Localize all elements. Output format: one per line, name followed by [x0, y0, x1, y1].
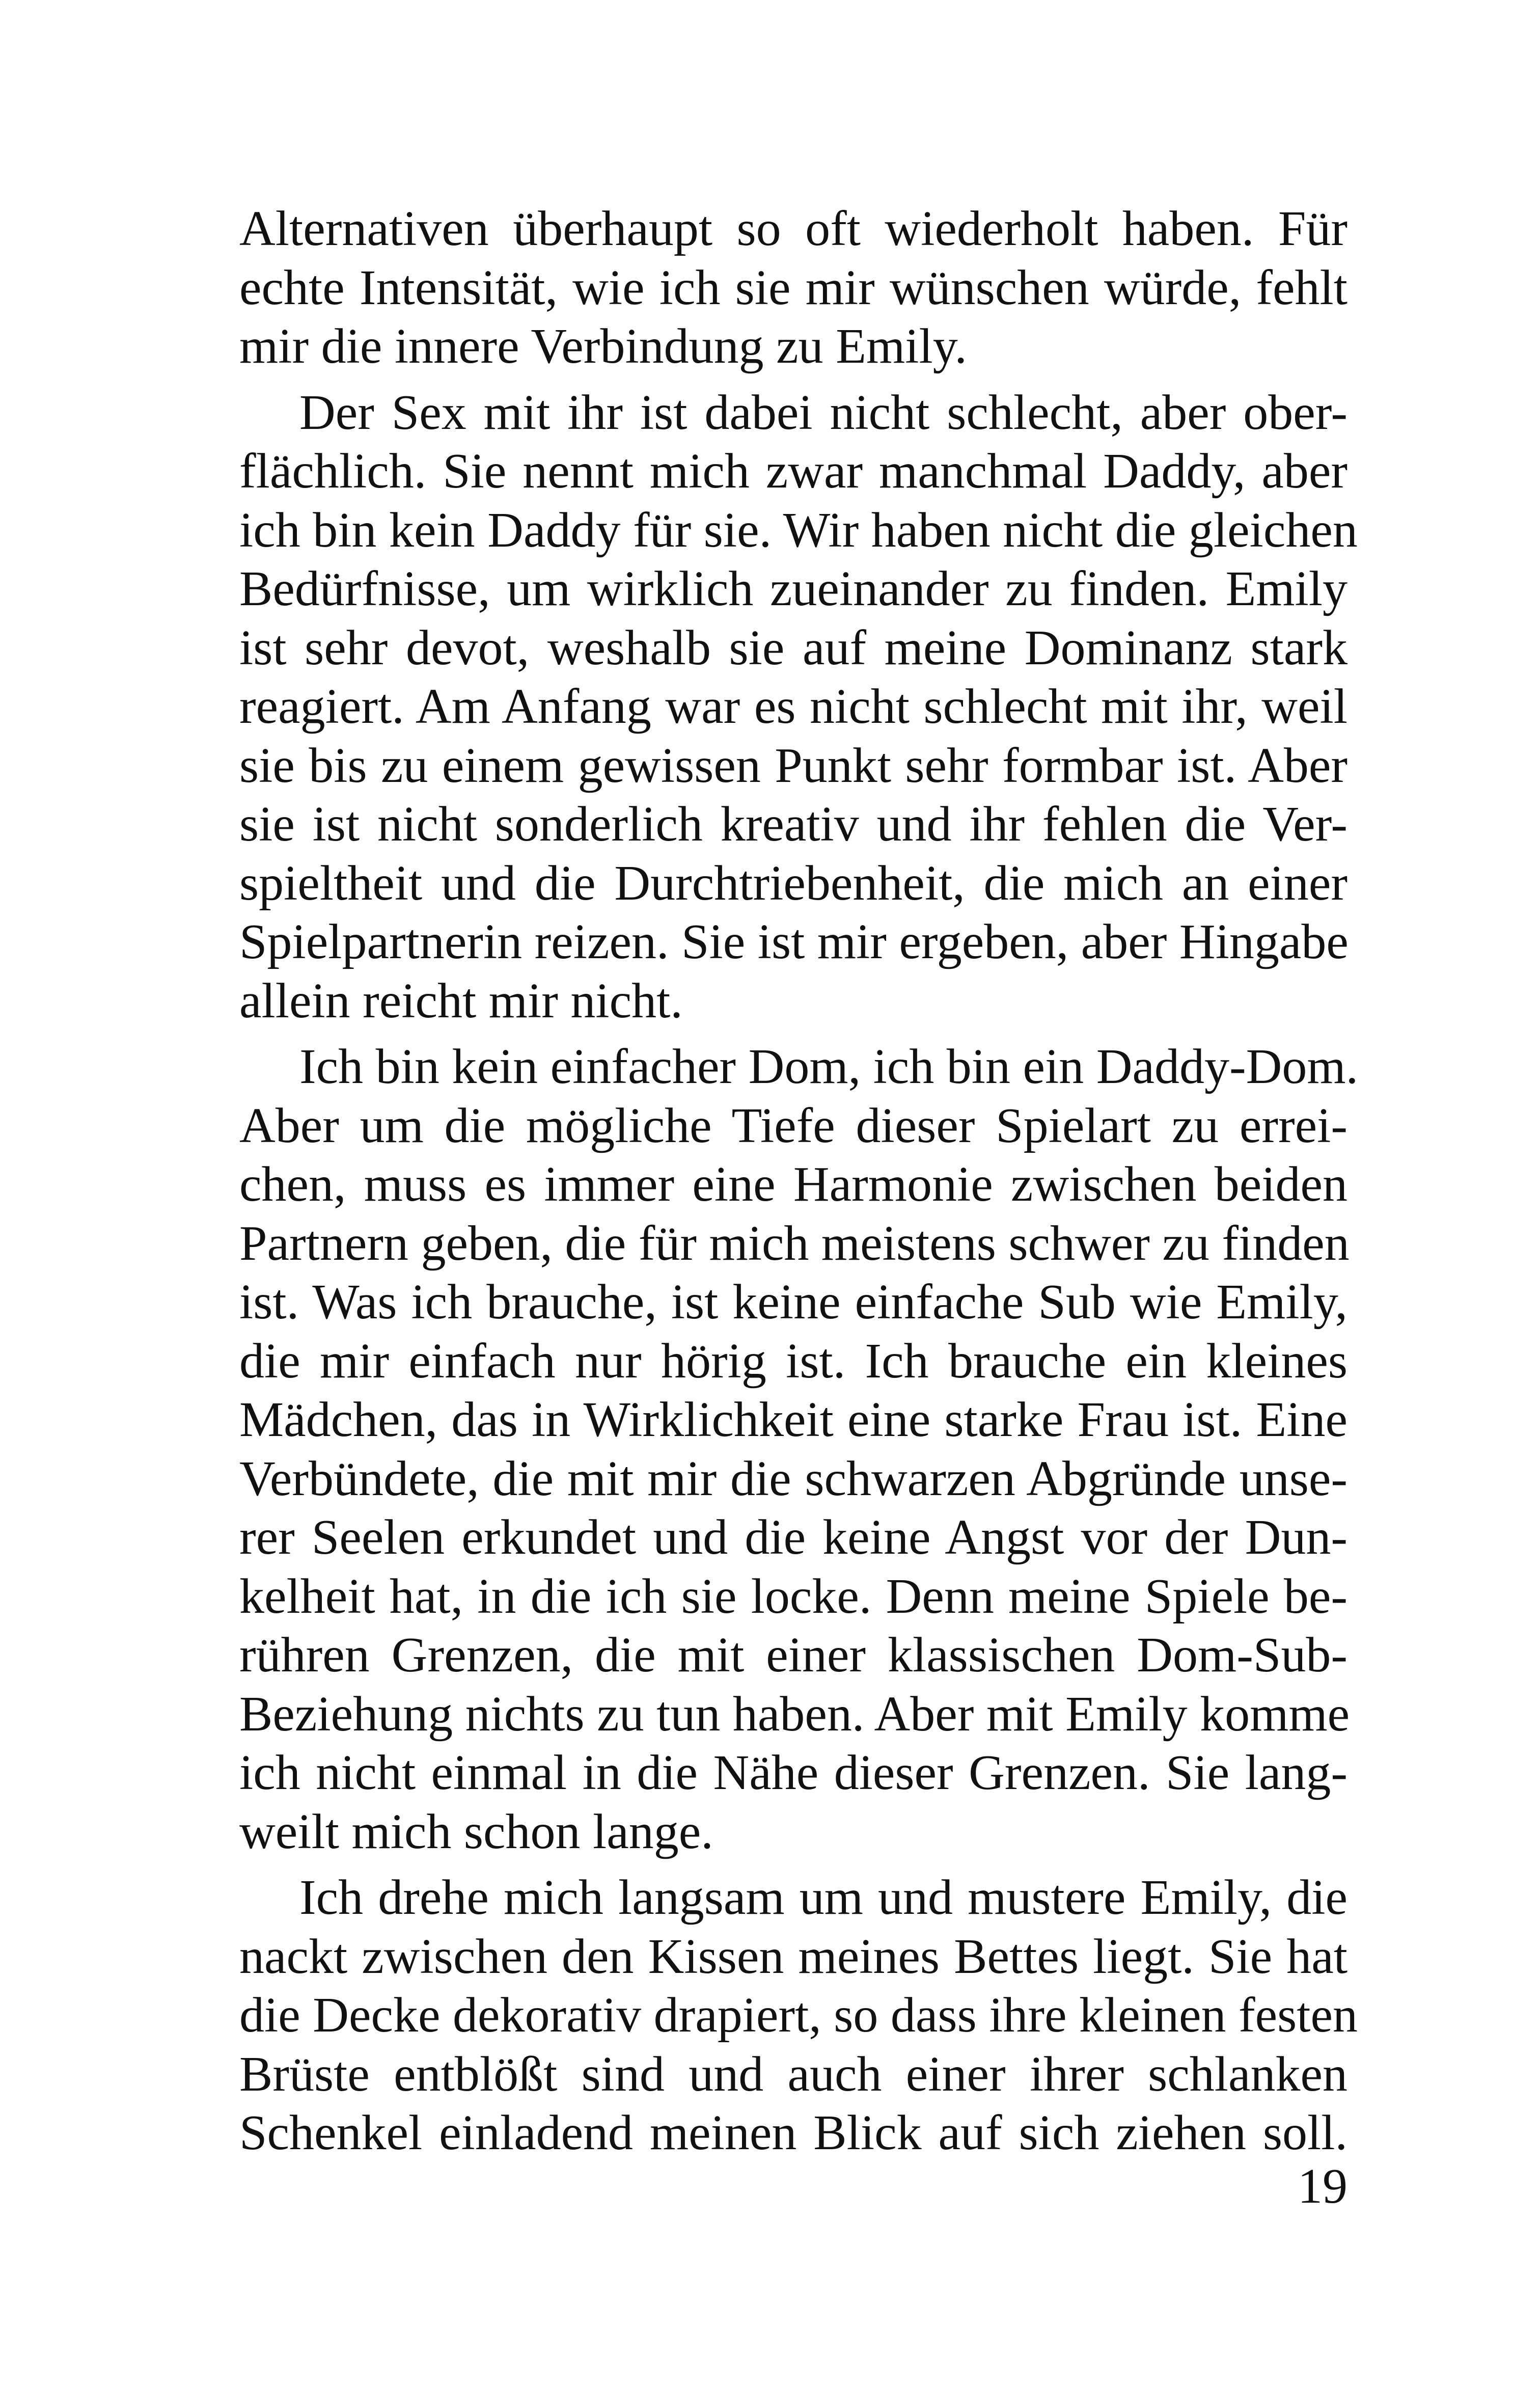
paragraph	[239, 1038, 1359, 1861]
paragraph	[239, 200, 1348, 376]
text-line: Mädchen, das in Wirklichkeit eine starke Frau ist. Eine	[239, 1392, 1348, 1447]
paragraph	[239, 1869, 1358, 2163]
text-line: Alternativen überhaupt so oft wiederholt haben. Für	[239, 201, 1348, 256]
text-line: Beziehung nichts zu tun haben. Aber mit Emily komme	[239, 1686, 1350, 1742]
text-line: rühren Grenzen, die mit einer klassischen Dom-Sub-	[239, 1628, 1348, 1683]
paragraph	[239, 384, 1358, 1031]
text-line: rer Seelen erkundet und die keine Angst vor der Dun-	[239, 1510, 1348, 1565]
text-line: reagiert. Am Anfang war es nicht schlecht mit ihr, weil	[239, 679, 1348, 734]
text-line: kelheit hat, in die ich sie locke. Denn meine Spiele be-	[239, 1568, 1348, 1624]
text-line: ist. Was ich brauche, ist keine einfache Sub wie Emily,	[239, 1275, 1348, 1330]
text-line: sie ist nicht sonderlich kreativ und ihr fehlen die Ver-	[239, 797, 1348, 852]
text-line: nackt zwischen den Kissen meines Bettes liegt. Sie hat	[239, 1929, 1348, 1984]
text-line: ich bin kein Daddy für sie. Wir haben nicht die gleichen	[239, 502, 1358, 558]
text-line: ist sehr devot, weshalb sie auf meine Dominanz stark	[239, 620, 1348, 675]
text-line: Partnern geben, die für mich meistens schwer zu finden	[239, 1215, 1350, 1271]
text-line: spieltheit und die Durchtriebenheit, die mich an einer	[239, 855, 1348, 911]
page-number: 19	[1298, 2159, 1348, 2214]
text-line: weilt mich schon lange.	[239, 1804, 713, 1859]
text-line: Spielpartnerin reizen. Sie ist mir ergeben, aber Hingabe	[239, 914, 1349, 969]
text-line: die Decke dekorativ drapiert, so dass ihre kleinen festen	[239, 1988, 1358, 2043]
text-line: flächlich. Sie nennt mich zwar manchmal Daddy, aber	[239, 444, 1348, 499]
text-line: sie bis zu einem gewissen Punkt sehr formbar ist. Aber	[239, 738, 1348, 793]
body-text	[239, 200, 1359, 2170]
text-line: ich nicht einmal in die Nähe dieser Grenzen. Sie lang-	[239, 1745, 1348, 1800]
text-line: echte Intensität, wie ich sie mir wünschen würde, fehlt	[239, 260, 1348, 315]
text-line: Ich drehe mich langsam um und mustere Emily, die	[299, 1870, 1348, 1925]
text-line: allein reicht mir nicht.	[239, 973, 683, 1028]
text-line: Schenkel einladend meinen Blick auf sich ziehen soll.	[239, 2105, 1348, 2160]
text-line: die mir einfach nur hörig ist. Ich brauche ein kleines	[239, 1333, 1348, 1389]
text-line: Brüste entblößt sind und auch einer ihrer schlanken	[239, 2046, 1348, 2102]
text-line: mir die innere Verbindung zu Emily.	[239, 319, 967, 374]
text-line: Verbündete, die mit mir die schwarzen Abgründe unse-	[239, 1451, 1348, 1506]
text-line: Bedürfnisse, um wirklich zueinander zu finden. Emily	[239, 561, 1348, 616]
text-line: chen, muss es immer eine Harmonie zwischen beiden	[239, 1157, 1348, 1212]
text-line: Ich bin kein einfacher Dom, ich bin ein Daddy-Dom.	[299, 1039, 1359, 1094]
text-line: Aber um die mögliche Tiefe dieser Spielart zu errei-	[239, 1098, 1348, 1153]
text-line: Der Sex mit ihr ist dabei nicht schlecht, aber ober-	[299, 385, 1348, 440]
